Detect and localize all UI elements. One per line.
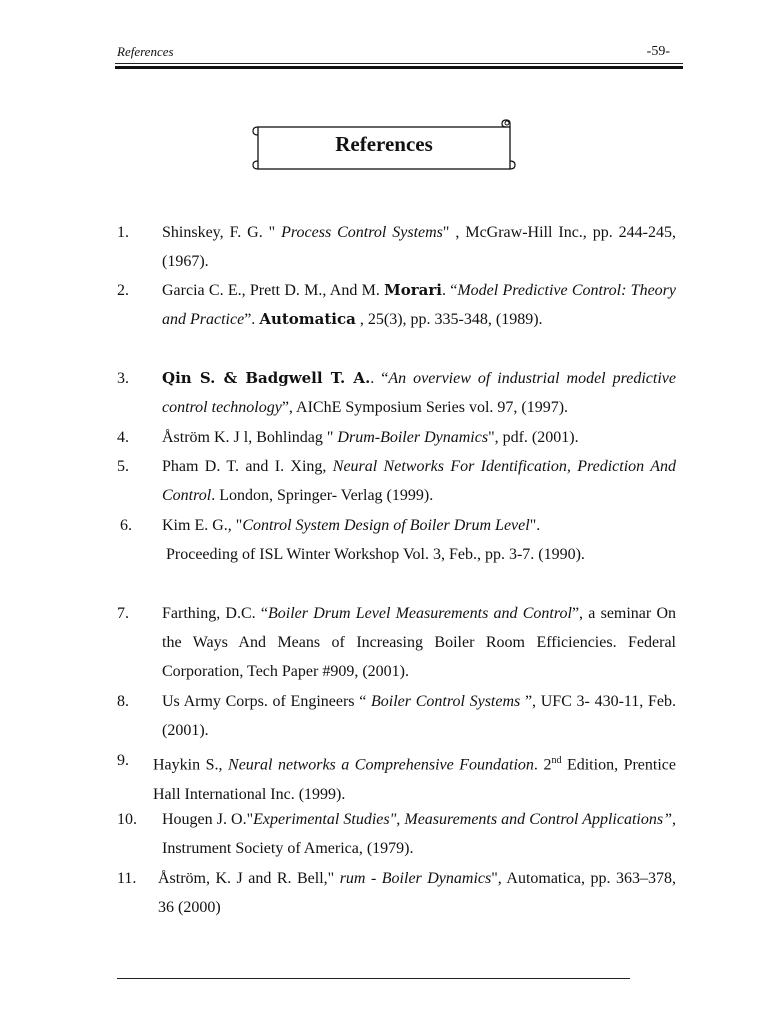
reference-item-5 bbox=[0, 452, 768, 512]
reference-text: Hougen J. O."Experimental Studies", Measurements and Control Applications”, Instrument Society of America, (1979). bbox=[162, 811, 676, 858]
reference-number: 2. bbox=[117, 282, 129, 299]
reference-text: Garcia C. E., Prett D. M., And M. Morari. “Model Predictive Control: Theory and Practice”. Automatica , 25(3), pp. 335-348, (1989). bbox=[162, 281, 676, 329]
reference-item-2 bbox=[0, 276, 768, 366]
reference-item-3 bbox=[0, 364, 768, 424]
reference-item-9 bbox=[0, 746, 768, 806]
reference-number: 4. bbox=[117, 429, 129, 446]
header-rule-thick bbox=[115, 66, 683, 69]
reference-number: 7. bbox=[117, 605, 129, 622]
reference-number: 5. bbox=[117, 458, 129, 475]
reference-text: Åström K. J l, Bohlindag " Drum-Boiler Dynamics", pdf. (2001). bbox=[162, 429, 579, 446]
reference-item-10 bbox=[0, 805, 768, 865]
reference-text: Farthing, D.C. “Boiler Drum Level Measurements and Control”, a seminar On the Ways And Means of Increasing Boiler Room Efficiencies. Federal Corporation, Tech Paper #909, (2001). bbox=[162, 605, 677, 681]
running-header-page-number: -59- bbox=[646, 44, 670, 59]
reference-text: Kim E. G., "Control System Design of Boiler Drum Level". Proceeding of ISL Winter Workshop Vol. 3, Feb., pp. 3-7. (1990). bbox=[162, 517, 585, 564]
header-rule-thin bbox=[115, 63, 683, 64]
reference-number: 3. bbox=[117, 370, 129, 387]
reference-number: 8. bbox=[117, 693, 129, 710]
reference-item-6 bbox=[0, 511, 768, 601]
scroll-banner bbox=[250, 118, 518, 174]
reference-number: 11. bbox=[117, 870, 137, 887]
reference-text: Qin S. & Badgwell T. A.. “An overview of industrial model predictive control technology”, AIChE Symposium Series vol. 97, (1997). bbox=[162, 369, 676, 417]
reference-item-4 bbox=[0, 423, 768, 453]
reference-item-8 bbox=[0, 687, 768, 747]
reference-text: Us Army Corps. of Engineers “ Boiler Control Systems ”, UFC 3- 430-11, Feb. (2001). bbox=[162, 693, 677, 740]
reference-number: 6. bbox=[120, 517, 132, 534]
reference-item-11 bbox=[0, 864, 768, 924]
reference-text: Haykin S., Neural networks a Comprehensive Foundation. 2nd Edition, Prentice Hall International Inc. (1999). bbox=[153, 755, 676, 803]
reference-text: Pham D. T. and I. Xing, Neural Networks For Identification, Prediction And Control. London, Springer- Verlag (1999). bbox=[162, 458, 676, 505]
reference-item-1 bbox=[0, 218, 768, 278]
reference-text: Shinskey, F. G. " Process Control Systems" , McGraw-Hill Inc., pp. 244-245, (1967). bbox=[162, 224, 677, 271]
reference-number: 1. bbox=[117, 224, 129, 241]
reference-item-7 bbox=[0, 599, 768, 689]
reference-number: 10. bbox=[117, 811, 137, 828]
banner-title: References bbox=[335, 132, 433, 156]
running-header-section: References bbox=[117, 44, 174, 59]
reference-text: Åström, K. J and R. Bell," rum - Boiler Dynamics", Automatica, pp. 363–378, 36 (2000) bbox=[158, 870, 677, 917]
reference-number: 9. bbox=[117, 752, 129, 769]
footer-rule bbox=[117, 978, 630, 979]
